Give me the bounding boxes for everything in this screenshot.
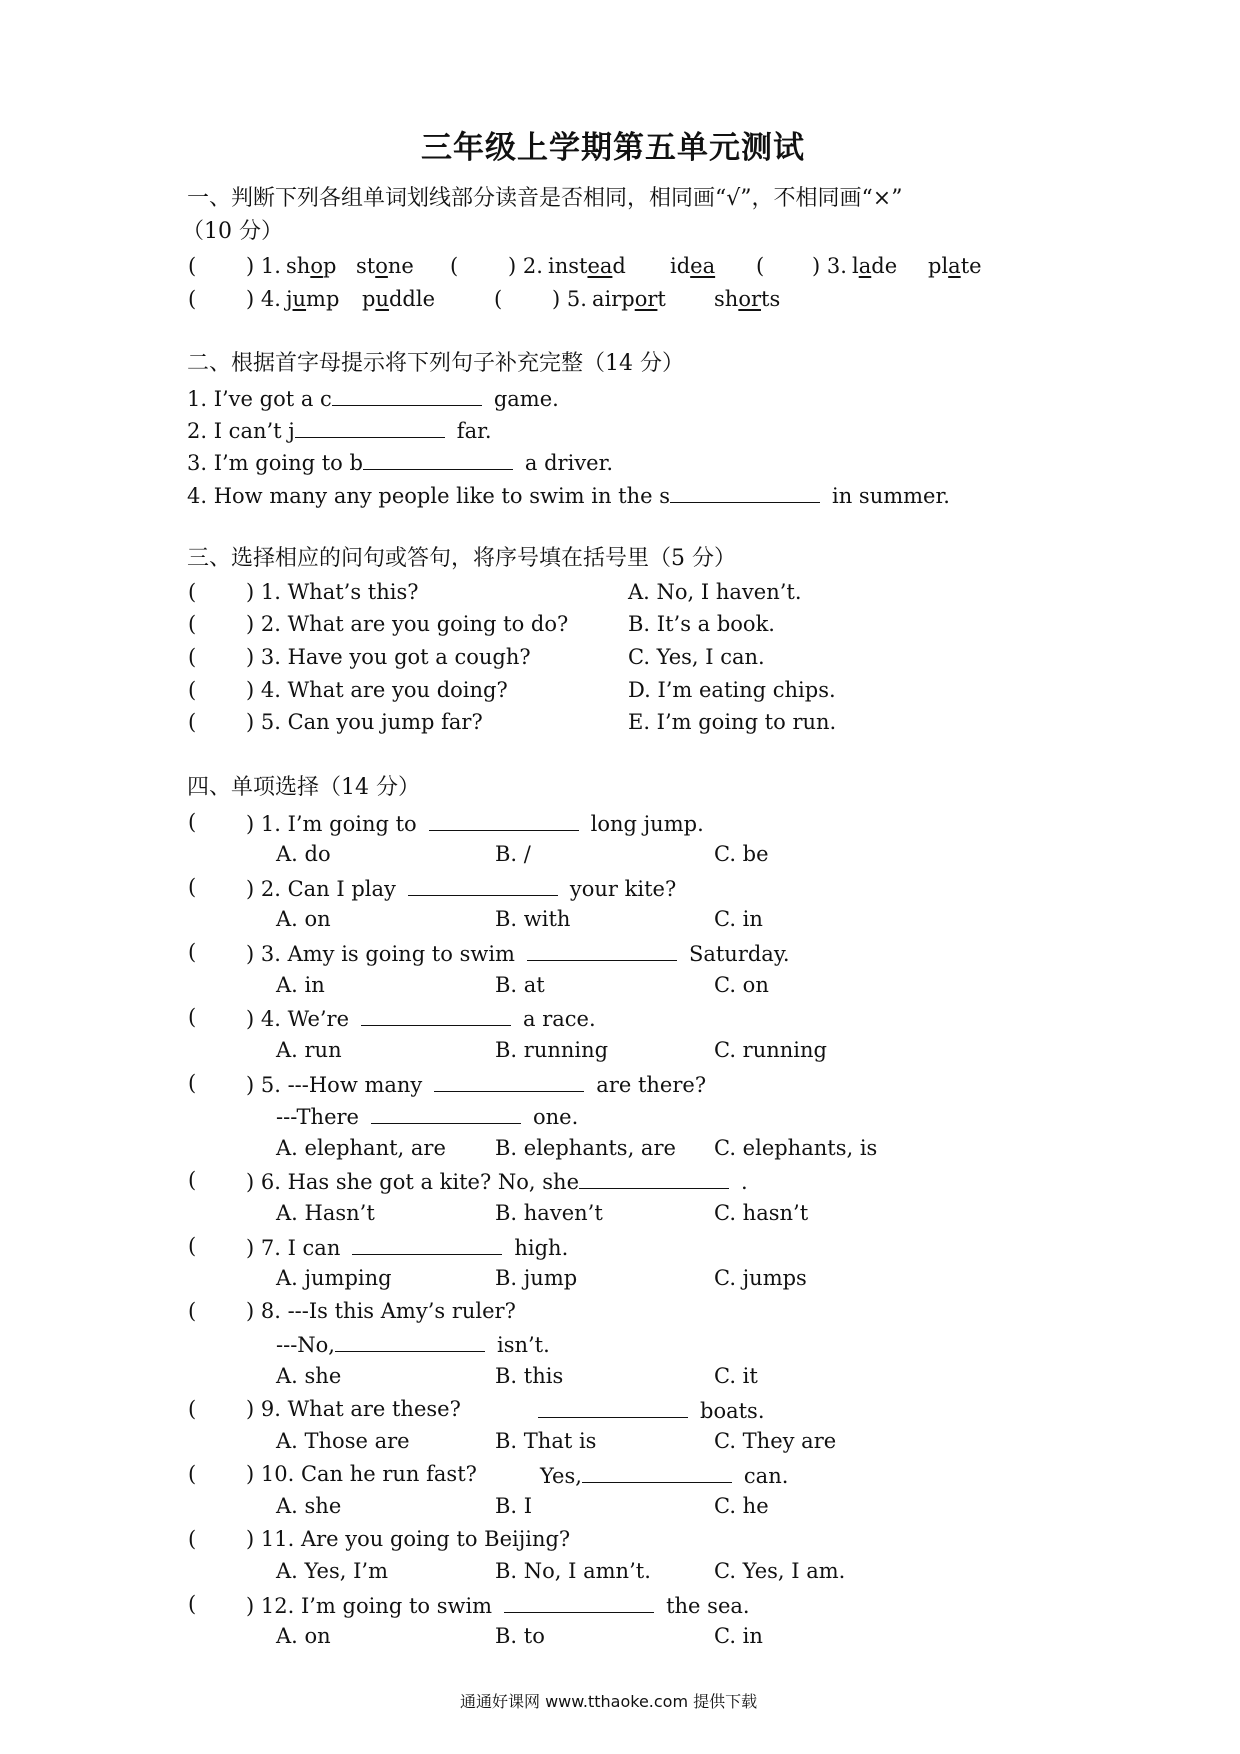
s3-question-2: ) 2. What are you going to do? xyxy=(246,612,569,636)
s1-item-2-word-2: idea xyxy=(670,254,716,278)
s4-q12-option-b: B. to xyxy=(495,1624,545,1648)
section-4-heading: 四、单项选择（14 分） xyxy=(187,775,420,800)
s4-q10-option-c: C. he xyxy=(714,1494,769,1518)
s3-question-3: ) 3. Have you got a cough? xyxy=(246,645,531,669)
s4-q8-option-a: A. she xyxy=(276,1364,342,1388)
s3-question-4: ) 4. What are you doing? xyxy=(246,678,508,702)
s4-q5-line-2: ---There one. xyxy=(276,1105,579,1129)
s4-q9-blank-line: boats. xyxy=(538,1399,765,1422)
s4-q12-option-c: C. in xyxy=(714,1624,763,1648)
s4-q2-stem: ) 2. Can I play your kite? xyxy=(246,877,677,901)
paren-open: ( xyxy=(188,1592,197,1616)
paren-open: ( xyxy=(188,1527,197,1551)
fill-blank[interactable] xyxy=(408,877,558,896)
paren-open: ( xyxy=(188,1299,197,1323)
paren-open: ( xyxy=(188,612,197,636)
s1-item-4-num: ) 4. xyxy=(246,287,281,311)
s4-q5-stem: ) 5. ---How many are there? xyxy=(246,1073,707,1097)
s3-question-1: ) 1. What’s this? xyxy=(246,580,419,604)
section-3-heading: 三、选择相应的问句或答句，将序号填在括号里（5 分） xyxy=(187,546,736,571)
paren-open: ( xyxy=(188,710,197,734)
s4-q8-option-b: B. this xyxy=(495,1364,564,1388)
fill-blank[interactable] xyxy=(504,1594,654,1613)
s4-q10-stem: ) 10. Can he run fast? xyxy=(246,1462,477,1486)
fill-blank[interactable] xyxy=(527,942,677,961)
s4-q2-option-b: B. with xyxy=(495,907,571,931)
s4-q3-stem: ) 3. Amy is going to swim Saturday. xyxy=(246,942,790,966)
section-1-heading: 一、判断下列各组单词划线部分读音是否相同，相同画“√”，不相同画“×” xyxy=(187,186,903,211)
s4-q4-option-b: B. running xyxy=(495,1038,609,1062)
s1-item-5-word-1: airport xyxy=(592,287,666,311)
s1-item-3-word-1: lade xyxy=(852,254,898,278)
paren-open: ( xyxy=(494,287,503,311)
s3-answer-d: D. I’m eating chips. xyxy=(628,678,836,702)
s4-q9-option-a: A. Those are xyxy=(276,1429,410,1453)
s1-item-5-word-2: shorts xyxy=(714,287,781,311)
paren-open: ( xyxy=(188,1234,197,1258)
s4-q3-option-b: B. at xyxy=(495,973,545,997)
s4-q10-answer-line: Yes, can. xyxy=(540,1464,789,1488)
s3-answer-a: A. No, I haven’t. xyxy=(628,580,802,604)
s1-item-5-num: ) 5. xyxy=(552,287,587,311)
fill-blank[interactable] xyxy=(582,1464,732,1483)
s4-q1-option-b: B. / xyxy=(495,842,531,866)
s4-q7-stem: ) 7. I can high. xyxy=(246,1236,569,1260)
fill-blank[interactable] xyxy=(579,1170,729,1189)
s4-q4-option-a: A. run xyxy=(276,1038,342,1062)
s3-answer-c: C. Yes, I can. xyxy=(628,645,765,669)
s3-question-5: ) 5. Can you jump far? xyxy=(246,710,483,734)
fill-blank[interactable] xyxy=(335,1333,485,1352)
paren-open: ( xyxy=(450,254,459,278)
s4-q3-option-c: C. on xyxy=(714,973,769,997)
s3-answer-b: B. It’s a book. xyxy=(628,612,775,636)
fill-blank[interactable] xyxy=(429,812,579,831)
s4-q8-option-c: C. it xyxy=(714,1364,758,1388)
s4-q6-option-c: C. hasn’t xyxy=(714,1201,809,1225)
s1-item-3-word-2: plate xyxy=(928,254,982,278)
paren-open: ( xyxy=(188,1168,197,1192)
s1-item-2-word-1: instead xyxy=(548,254,626,278)
fill-blank[interactable] xyxy=(371,1105,521,1124)
s4-q4-option-c: C. running xyxy=(714,1038,827,1062)
s4-q8-stem: ) 8. ---Is this Amy’s ruler? xyxy=(246,1299,516,1323)
s1-item-4-word-1: jump xyxy=(286,287,340,311)
s1-item-2-num: ) 2. xyxy=(508,254,543,278)
s4-q9-option-b: B. That is xyxy=(495,1429,597,1453)
paren-open: ( xyxy=(188,580,197,604)
s4-q2-option-a: A. on xyxy=(276,907,331,931)
page-title: 三年级上学期第五单元测试 xyxy=(421,130,805,166)
s2-item-3: 3. I’m going to b a driver. xyxy=(187,451,614,475)
s2-item-4: 4. How many any people like to swim in the s in summer. xyxy=(187,484,950,508)
s4-q6-option-a: A. Hasn’t xyxy=(276,1201,375,1225)
s4-q2-option-c: C. in xyxy=(714,907,763,931)
paren-open: ( xyxy=(188,810,197,834)
s4-q6-stem: ) 6. Has she got a kite? No, she . xyxy=(246,1170,748,1194)
s4-q10-option-b: B. I xyxy=(495,1494,533,1518)
s4-q10-option-a: A. she xyxy=(276,1494,342,1518)
s4-q11-option-c: C. Yes, I am. xyxy=(714,1559,846,1583)
s4-q7-option-a: A. jumping xyxy=(276,1266,392,1290)
s4-q12-stem: ) 12. I’m going to swim the sea. xyxy=(246,1594,750,1618)
paren-open: ( xyxy=(188,1005,197,1029)
s1-item-4-word-2: puddle xyxy=(362,287,436,311)
s4-q9-option-c: C. They are xyxy=(714,1429,837,1453)
s1-item-1-word-1: shop xyxy=(286,254,337,278)
paren-open: ( xyxy=(188,875,197,899)
page-footer: 通通好课网 www.tthaoke.com 提供下载 xyxy=(460,1692,758,1711)
s4-q11-option-b: B. No, I amn’t. xyxy=(495,1559,651,1583)
s4-q11-option-a: A. Yes, I’m xyxy=(276,1559,388,1583)
paren-open: ( xyxy=(188,1397,197,1421)
paren-open: ( xyxy=(188,254,197,278)
paren-open: ( xyxy=(756,254,765,278)
fill-blank[interactable] xyxy=(434,1073,584,1092)
fill-blank[interactable] xyxy=(538,1399,688,1418)
fill-blank[interactable] xyxy=(363,451,513,470)
paren-open: ( xyxy=(188,645,197,669)
s4-q7-option-c: C. jumps xyxy=(714,1266,807,1290)
section-1-score: （10 分） xyxy=(182,219,283,244)
s4-q1-option-c: C. be xyxy=(714,842,769,866)
paren-open: ( xyxy=(188,678,197,702)
s4-q7-option-b: B. jump xyxy=(495,1266,578,1290)
section-2-heading: 二、根据首字母提示将下列句子补充完整（14 分） xyxy=(187,351,684,376)
s4-q8-line-2: ---No, isn’t. xyxy=(276,1333,550,1357)
s4-q12-option-a: A. on xyxy=(276,1624,331,1648)
fill-blank[interactable] xyxy=(361,1007,511,1026)
s4-q1-stem: ) 1. I’m going to long jump. xyxy=(246,812,704,836)
s4-q1-option-a: A. do xyxy=(276,842,331,866)
fill-blank[interactable] xyxy=(352,1236,502,1255)
s2-item-2: 2. I can’t j far. xyxy=(187,419,492,443)
s4-q5-option-b: B. elephants, are xyxy=(495,1136,676,1160)
s3-answer-e: E. I’m going to run. xyxy=(628,710,837,734)
s4-q3-option-a: A. in xyxy=(276,973,325,997)
s4-q5-option-a: A. elephant, are xyxy=(276,1136,446,1160)
paren-open: ( xyxy=(188,1462,197,1486)
s1-item-3-num: ) 3. xyxy=(812,254,847,278)
fill-blank[interactable] xyxy=(295,419,445,438)
fill-blank[interactable] xyxy=(332,387,482,406)
fill-blank[interactable] xyxy=(670,484,820,503)
s2-item-1: 1. I’ve got a c game. xyxy=(187,387,559,411)
s4-q5-option-c: C. elephants, is xyxy=(714,1136,878,1160)
s1-item-1-word-2: stone xyxy=(356,254,414,278)
s4-q9-stem: ) 9. What are these? xyxy=(246,1397,461,1421)
paren-open: ( xyxy=(188,1071,197,1095)
s4-q6-option-b: B. haven’t xyxy=(495,1201,603,1225)
paren-open: ( xyxy=(188,940,197,964)
s4-q4-stem: ) 4. We’re a race. xyxy=(246,1007,596,1031)
s1-item-1-num: ) 1. xyxy=(246,254,281,278)
paren-open: ( xyxy=(188,287,197,311)
s4-q11-stem: ) 11. Are you going to Beijing? xyxy=(246,1527,571,1551)
